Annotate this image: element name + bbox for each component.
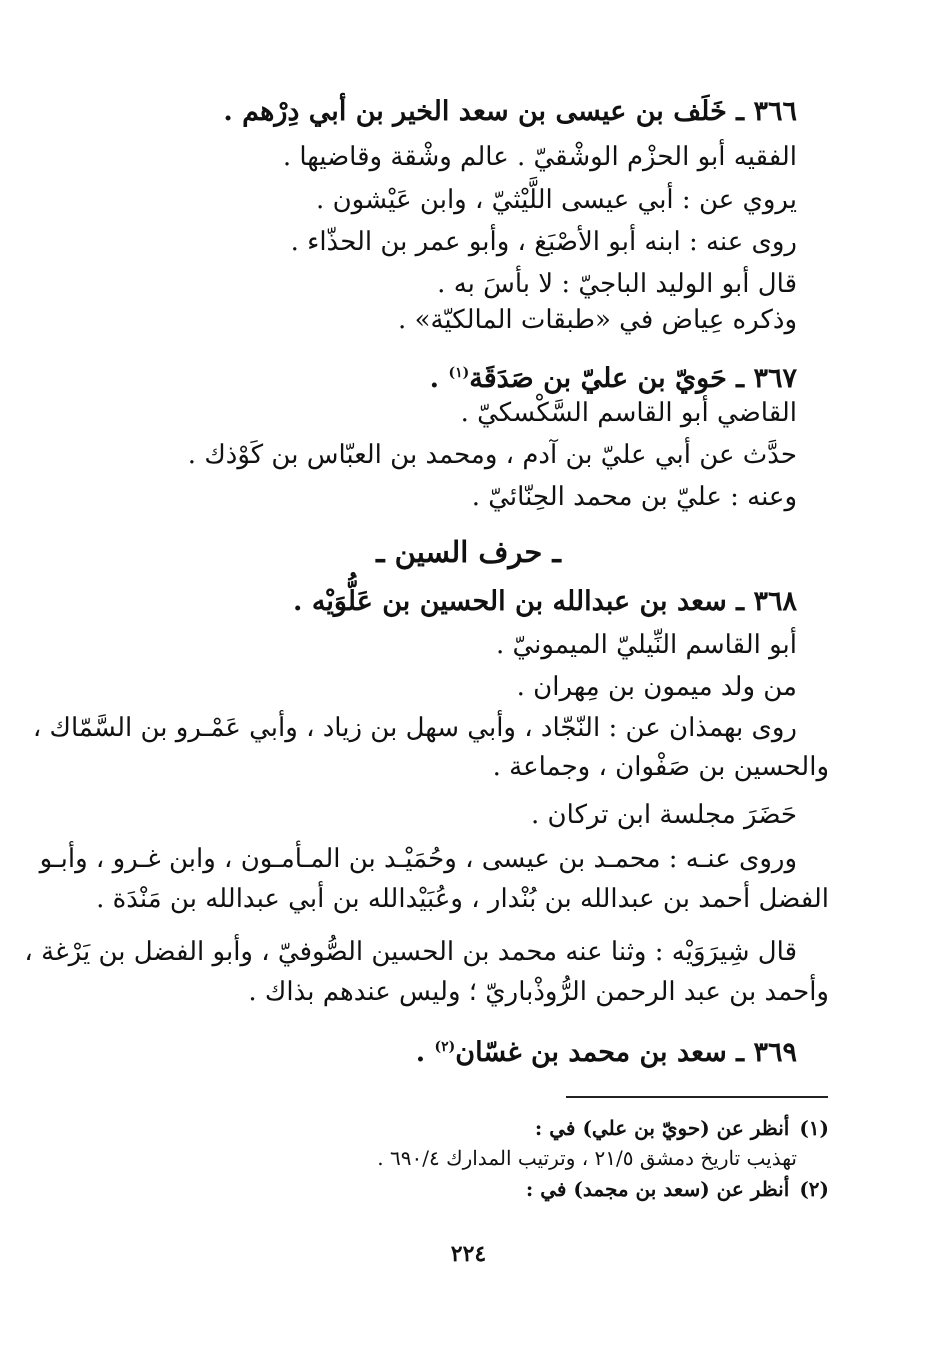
entry-368-line-8: قال شِيرَوَيْه : وثنا عنه محمد بن الحسين الصُّوفيّ ، وأبو الفضل بن يَرْغة ، xyxy=(24,937,797,967)
entry-368-heading: ٣٦٨ ـ سعد بن عبدالله بن الحسين بن عَلُّوَيْه . xyxy=(293,586,797,617)
entry-367-heading-end: . xyxy=(429,363,449,394)
entry-368-line-6: وروى عنـه : محمـد بن عيسى ، وحُمَيْـد بن المـأمـون ، وابن غـرو ، وأبـو xyxy=(39,844,797,874)
entry-366-line-3: روى عنه : ابنه أبو الأصْبَغ ، وأبو عمر بن الحذّاء . xyxy=(290,227,797,257)
entry-366-line-2: يروي عن : أبي عيسى اللَّيْثيّ ، وابن عَيْشون . xyxy=(316,185,797,215)
entry-369-heading-end: . xyxy=(415,1037,435,1068)
footnote-2-number: (٢) xyxy=(799,1177,829,1201)
footnote-1-number: (١) xyxy=(799,1116,829,1140)
section-heading: ـ حرف السين ـ xyxy=(376,535,561,569)
footnote-divider xyxy=(566,1096,828,1098)
footnote-2 xyxy=(526,1176,829,1202)
footnote-2-text: أنظر عن (سعد بن مجمد) في : xyxy=(525,1177,790,1201)
footnote-1 xyxy=(535,1115,829,1141)
entry-368-line-4: والحسين بن صَفْوان ، وجماعة . xyxy=(492,752,829,782)
page-number: ٢٢٤ xyxy=(450,1241,487,1267)
entry-367-line-1: القاضي أبو القاسم السَّكْسكيّ . xyxy=(460,398,797,428)
entry-366-line-1: الفقيه أبو الحزْم الوشْقيّ . عالم وشْقة وقاضيها . xyxy=(282,142,797,172)
entry-367-line-2: حدَّث عن أبي عليّ بن آدم ، ومحمد بن العبّاس بن كَوْذك . xyxy=(187,440,797,470)
entry-366-heading: ٣٦٦ ـ خَلَف بن عيسى بن سعد الخير بن أبي دِرْهم . xyxy=(223,96,797,127)
footnote-1-text: أنظر عن (حويّ بن علي) في : xyxy=(534,1116,790,1140)
entry-367-heading xyxy=(430,356,797,396)
entry-368-line-2: من ولد ميمون بن مِهران . xyxy=(516,672,797,702)
entry-368-line-1: أبو القاسم النِّيليّ الميمونيّ . xyxy=(495,630,797,660)
entry-366-line-5: وذكره عِياض في «طبقات المالكيّة» . xyxy=(398,305,797,335)
footnote-1-line-2: تهذيب تاريخ دمشق ٢١/٥ ، وترتيب المدارك ٦٩٠/٤ . xyxy=(377,1146,797,1170)
entry-367-heading-text: ٣٦٧ ـ حَويّ بن عليّ بن صَدَقَة xyxy=(469,363,797,394)
entry-369-heading xyxy=(416,1030,797,1070)
entry-368-line-5: حَضَرَ مجلسة ابن تركان . xyxy=(531,800,797,830)
entry-369-heading-text: ٣٦٩ ـ سعد بن محمد بن غسّان xyxy=(455,1037,797,1068)
entry-368-line-9: وأحمد بن عبد الرحمن الرُّوذْباريّ ؛ وليس عندهم بذاك . xyxy=(248,977,829,1007)
footnote-ref-2: (٢) xyxy=(434,1039,456,1055)
footnote-ref-1: (١) xyxy=(448,365,470,381)
entry-368-line-7: الفضل أحمد بن عبدالله بن بُنْدار ، وعُبَيْدالله بن أبي عبدالله بن مَنْدَة . xyxy=(96,884,829,914)
entry-367-line-3: وعنه : عليّ بن محمد الحِنّائيّ . xyxy=(471,482,797,512)
entry-366-line-4: قال أبو الوليد الباجيّ : لا بأسَ به . xyxy=(437,269,797,299)
entry-368-line-3: روى بهمذان عن : النّجّاد ، وأبي سهل بن زياد ، وأبي عَمْـرو بن السَّمّاك ، xyxy=(32,713,797,743)
